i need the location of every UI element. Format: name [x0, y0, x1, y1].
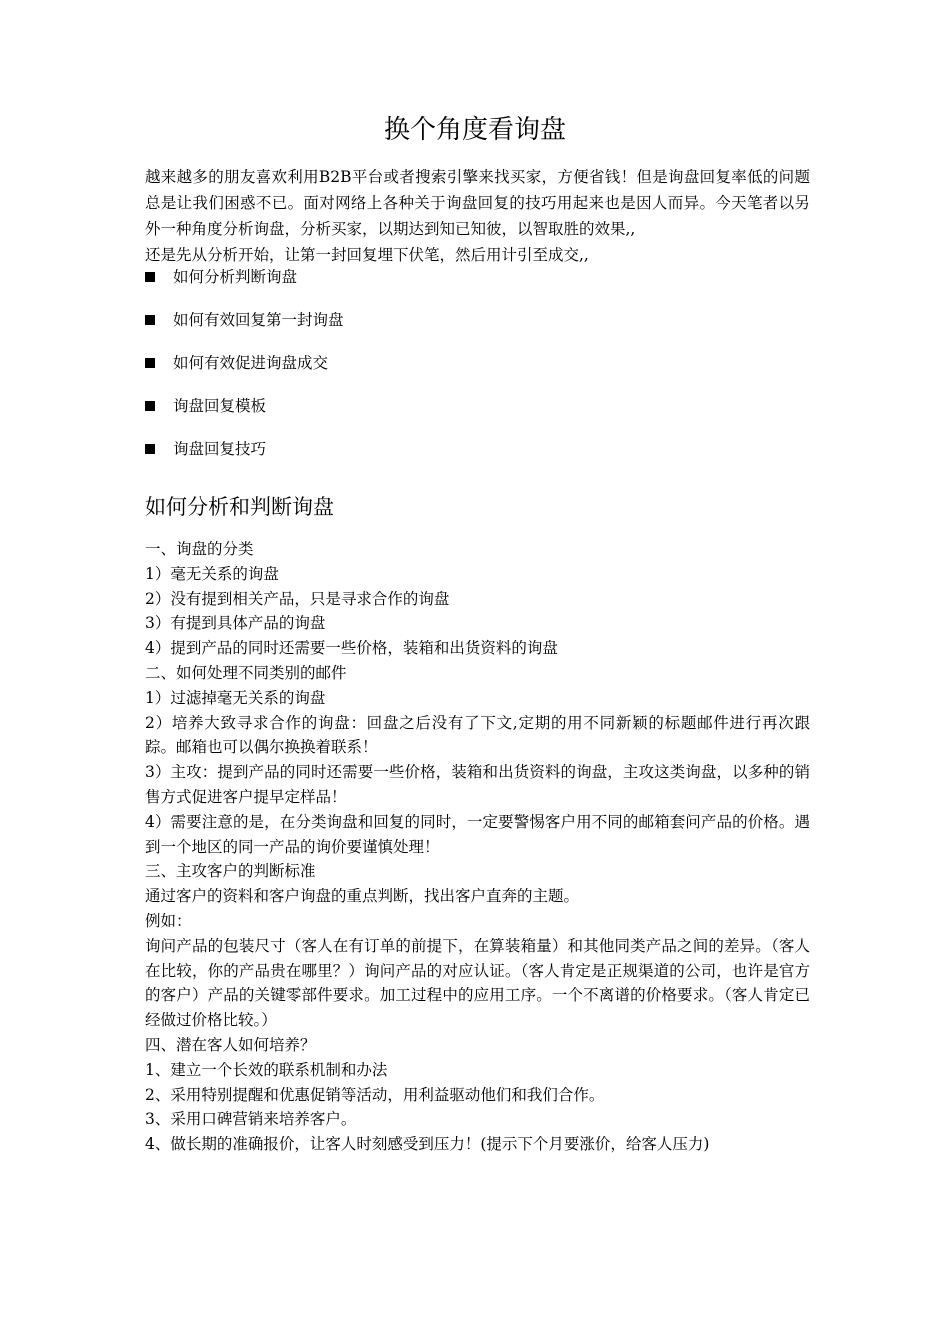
body-line: 2）没有提到相关产品，只是寻求合作的询盘: [145, 589, 450, 608]
body-line: 二、如何处理不同类别的邮件: [145, 663, 347, 682]
body-line: 2）培养大致寻求合作的询盘：回盘之后没有了下文,定期的用不同新颖的标题邮件进行再次跟踪。邮箱也可以偶尔换换着联系！: [145, 713, 810, 757]
table-of-contents: [145, 262, 805, 477]
intro-paragraphs: [145, 164, 810, 268]
intro-paragraph: 越来越多的朋友喜欢利用B2B平台或者搜索引擎来找买家，方便省钱！但是询盘回复率低的问题总是让我们困惑不已。面对网络上各种关于询盘回复的技巧用起来也是因人而异。今天笔者以另外一种角度分析询盘，分析买家，以期达到知已知彼，以智取胜的效果,,: [145, 168, 810, 238]
body-line: 四、潜在客人如何培养？: [145, 1035, 316, 1054]
toc-item: [145, 305, 805, 348]
body-line: 2、采用特别提醒和优惠促销等活动，用利益驱动他们和我们合作。: [145, 1085, 605, 1104]
section-heading: 如何分析和判断询盘: [145, 495, 334, 519]
body-line: 1）过滤掉毫无关系的询盘: [145, 688, 326, 707]
toc-item: [145, 262, 805, 305]
body-line: 3）主攻：提到产品的同时还需要一些价格，装箱和出货资料的询盘，主攻这类询盘，以多种的销售方式促进客户提早定样品！: [145, 763, 810, 806]
square-bullet-icon: [145, 272, 155, 282]
intro-paragraph: 还是先从分析开始，让第一封回复埋下伏笔，然后用计引至成交,,: [145, 246, 589, 264]
body-line: 例如：: [145, 911, 192, 930]
document-title: 换个角度看询盘: [383, 115, 566, 145]
body-line: 4）需要注意的是，在分类询盘和回复的同时，一定要警惕客户用不同的邮箱套问产品的价格。遇到一个地区的同一产品的询价要谨慎处理！: [145, 812, 810, 856]
toc-item-label: 询盘回复模板: [173, 397, 267, 415]
body-line: 1、建立一个长效的联系机制和办法: [145, 1060, 388, 1079]
toc-item-label: 如何有效促进询盘成交: [173, 354, 329, 372]
body-line: 4、做长期的准确报价，让客人时刻感受到压力！(提示下个月要涨价，给客人压力): [145, 1135, 710, 1154]
toc-item: [145, 434, 805, 477]
body-line: 三、主攻客户的判断标准: [145, 862, 316, 881]
square-bullet-icon: [145, 315, 155, 325]
toc-item-label: 如何分析判断询盘: [173, 268, 298, 286]
toc-item: [145, 348, 805, 391]
body-line: 4）提到产品的同时还需要一些价格，装箱和出货资料的询盘: [145, 639, 558, 658]
square-bullet-icon: [145, 401, 155, 411]
toc-item: [145, 391, 805, 434]
section-body: [145, 537, 810, 1157]
square-bullet-icon: [145, 444, 155, 454]
body-line: 询问产品的包装尺寸（客人在有订单的前提下，在算装箱量）和其他同类产品之间的差异。（客人在比较，你的产品贵在哪里？）询问产品的对应认证。（客人肯定是正规渠道的公司，也许是官方的客户）产品的关键零部件要求。加工过程中的应用工序。一个不离谱的价格要求。（客人肯定已经做过价格比较。）: [145, 936, 810, 1030]
toc-item-label: 如何有效回复第一封询盘: [173, 311, 344, 329]
square-bullet-icon: [145, 358, 155, 368]
body-line: 3、采用口碑营销来培养客户。: [145, 1110, 357, 1129]
body-line: 一、询盘的分类: [145, 540, 254, 558]
body-line: 1）毫无关系的询盘: [145, 564, 279, 583]
body-line: 通过客户的资料和客户询盘的重点判断，找出客户直奔的主题。: [145, 887, 580, 906]
toc-item-label: 询盘回复技巧: [173, 440, 267, 458]
body-line: 3）有提到具体产品的询盘: [145, 614, 326, 633]
